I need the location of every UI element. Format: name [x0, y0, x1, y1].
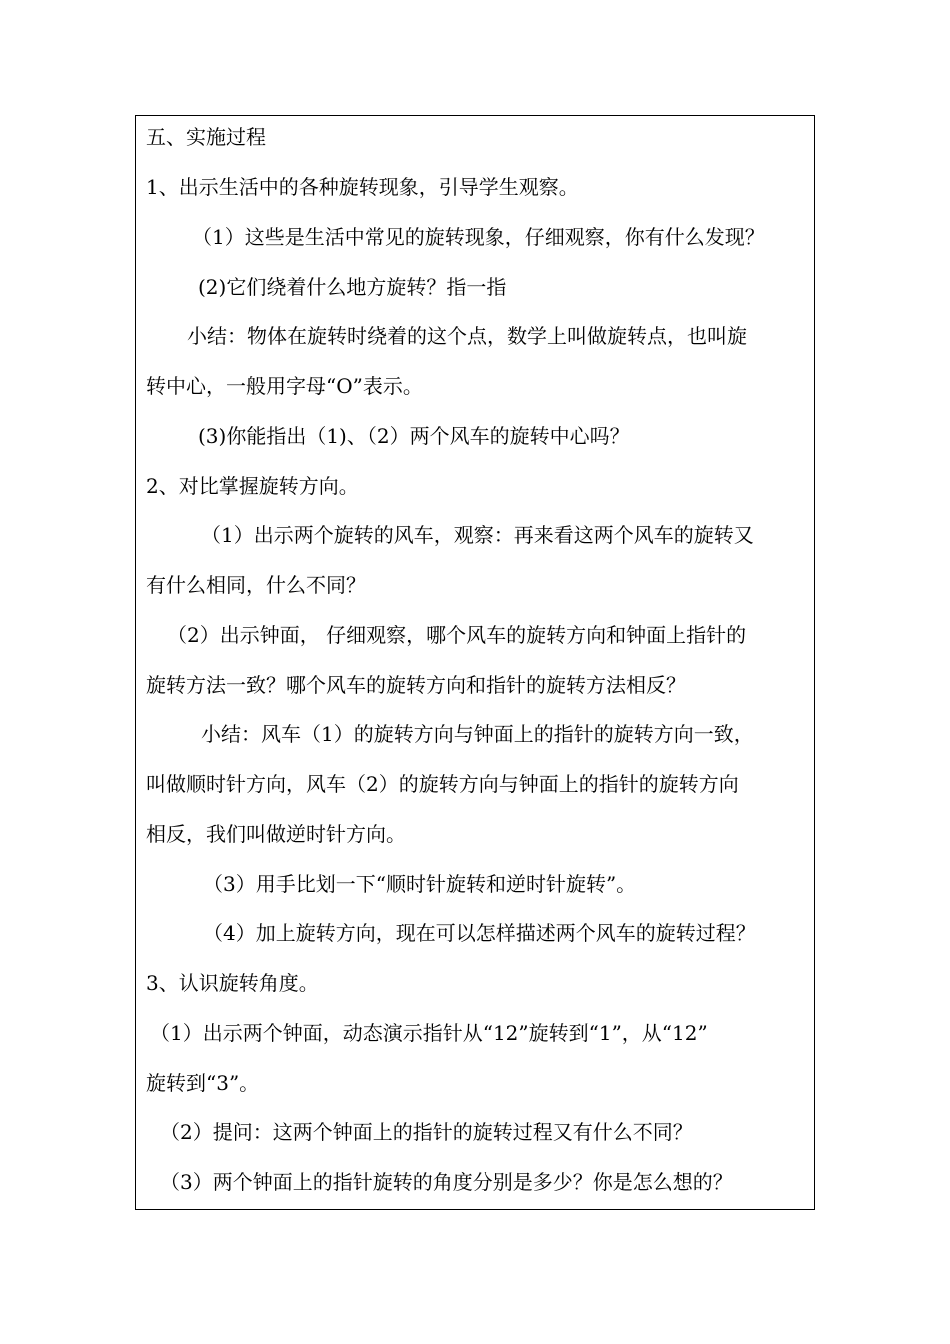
paragraph-line: （1）出示两个旋转的风车，观察：再来看这两个风车的旋转又: [201, 523, 754, 547]
paragraph-line: （4）加上旋转方向，现在可以怎样描述两个风车的旋转过程？: [203, 921, 756, 945]
paragraph-line: (2)它们绕着什么地方旋转？指一指: [198, 275, 507, 299]
paragraph-line: 转中心，一般用字母“O”表示。: [146, 374, 423, 398]
paragraph-line: 旋转到“3”。: [146, 1071, 260, 1095]
paragraph-line: 旋转方法一致？哪个风车的旋转方向和指针的旋转方法相反？: [146, 673, 686, 697]
section-heading: 五、实施过程: [146, 125, 266, 149]
paragraph-line: 有什么相同，什么不同？: [146, 573, 366, 597]
paragraph-line: (3)你能指出（1)、（2）两个风车的旋转中心吗？: [198, 424, 630, 448]
summary-line: 小结：物体在旋转时绕着的这个点，数学上叫做旋转点，也叫旋: [187, 324, 747, 348]
step-3-heading: 3、认识旋转角度。: [146, 971, 319, 995]
paragraph-line: （3）用手比划一下“顺时针旋转和逆时针旋转”。: [203, 872, 637, 896]
paragraph-line: （3）两个钟面上的指针旋转的角度分别是多少？你是怎么想的？: [160, 1170, 733, 1194]
summary-line: 小结：风车（1）的旋转方向与钟面上的指针的旋转方向一致，: [201, 722, 754, 746]
paragraph-line: （2）提问：这两个钟面上的指针的旋转过程又有什么不同？: [160, 1120, 693, 1144]
paragraph-line: 相反，我们叫做逆时针方向。: [146, 822, 406, 846]
step-1-heading: 1、出示生活中的各种旋转现象，引导学生观察。: [146, 175, 579, 199]
paragraph-line: （2）出示钟面， 仔细观察，哪个风车的旋转方向和钟面上指针的: [167, 623, 747, 647]
paragraph-line: 叫做顺时针方向，风车（2）的旋转方向与钟面上的指针的旋转方向: [146, 772, 739, 796]
paragraph-line: （1）这些是生活中常见的旋转现象，仔细观察，你有什么发现？: [192, 225, 765, 249]
step-2-heading: 2、对比掌握旋转方向。: [146, 474, 359, 498]
paragraph-line: （1）出示两个钟面，动态演示指针从“12”旋转到“1”，从“12”: [150, 1021, 708, 1045]
